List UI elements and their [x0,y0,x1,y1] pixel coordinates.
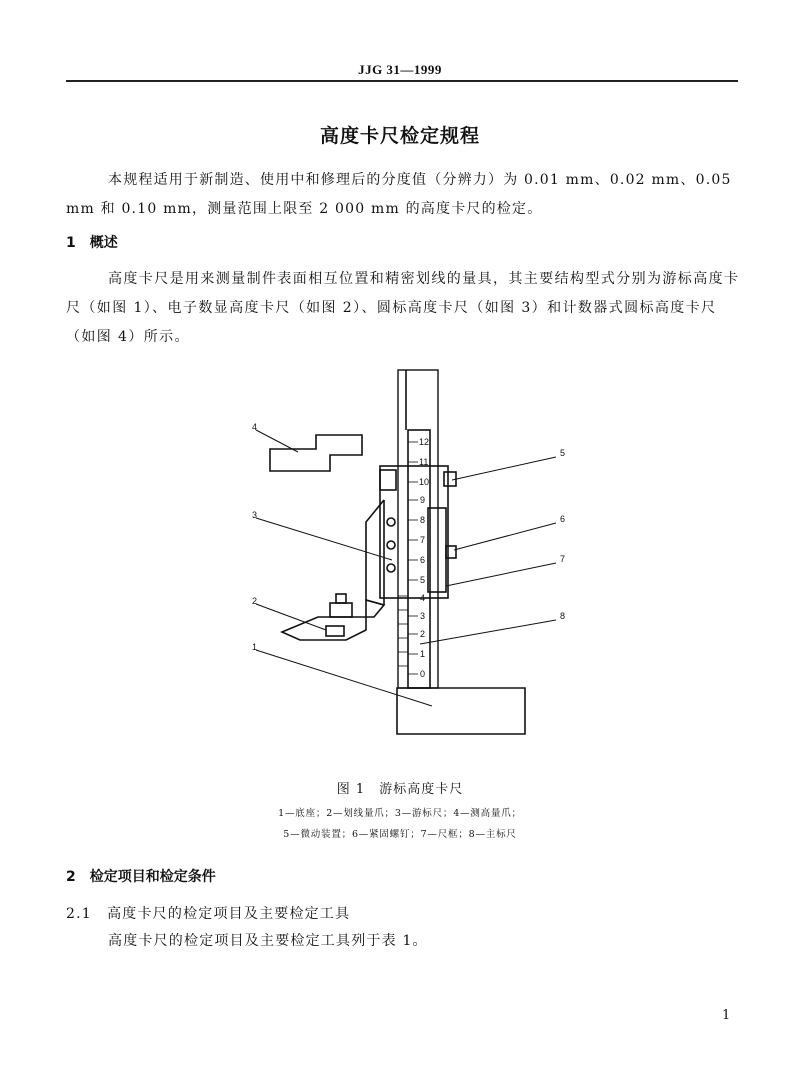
standard-code: JJG 31—1999 [358,62,442,77]
figure-legend-line-1: 1—底座；2—划线量爪；3—游标尺；4—测高量爪； [278,808,522,819]
scale-number: 4 [420,593,426,603]
scale-number: 2 [420,629,426,639]
scale-number: 6 [420,555,426,565]
section-2-1-paragraph: 高度卡尺的检定项目及主要检定工具列于表 1。 [108,933,428,949]
callout-8: 8 [560,611,566,621]
callout-1: 1 [252,642,258,652]
scale-number: 11 [419,457,429,467]
page-number: 1 [722,1008,731,1023]
section-1-heading: 1 概述 [66,235,118,251]
scale-number: 3 [420,611,426,621]
section-2-heading: 2 检定项目和检定条件 [66,869,216,885]
scale-number: 9 [420,495,426,505]
scale-number: 5 [420,575,426,585]
figure-caption: 图 1 游标高度卡尺 [336,782,464,797]
scale-number: 12 [419,437,430,447]
callout-6: 6 [560,514,566,524]
scale-number: 7 [420,535,426,545]
callout-3: 3 [252,510,258,520]
scale-number: 1 [420,649,426,659]
scale-number: 8 [420,515,426,525]
document-title: 高度卡尺检定规程 [319,125,480,147]
header-rule [66,80,738,82]
scale-number: 0 [420,669,426,679]
figure-legend-line-2: 5—微动装置；6—紧固螺钉；7—尺框；8—主标尺 [283,829,517,840]
section-2-1-heading: 2.1 高度卡尺的检定项目及主要检定工具 [66,906,351,922]
scale-number: 10 [419,477,430,487]
callout-5: 5 [560,448,566,458]
callout-7: 7 [560,554,566,564]
callout-2: 2 [252,596,258,606]
section-1-paragraph: 高度卡尺是用来测量制件表面相互位置和精密划线的量具，其主要结构型式分别为游标高度卡尺（如图 1）、电子数显高度卡尺（如图 2）、圆标高度卡尺（如图 3）和计数器式圆标高度卡尺（如图 4）所示。 [66,271,740,345]
height-gauge-figure [240,362,580,752]
callout-4: 4 [252,422,258,432]
intro-paragraph: 本规程适用于新制造、使用中和修理后的分度值（分辨力）为 0.01 mm、0.02 mm、0.05 mm 和 0.10 mm，测量范围上限至 2 000 mm 的高度卡尺的检定。 [66,172,732,217]
